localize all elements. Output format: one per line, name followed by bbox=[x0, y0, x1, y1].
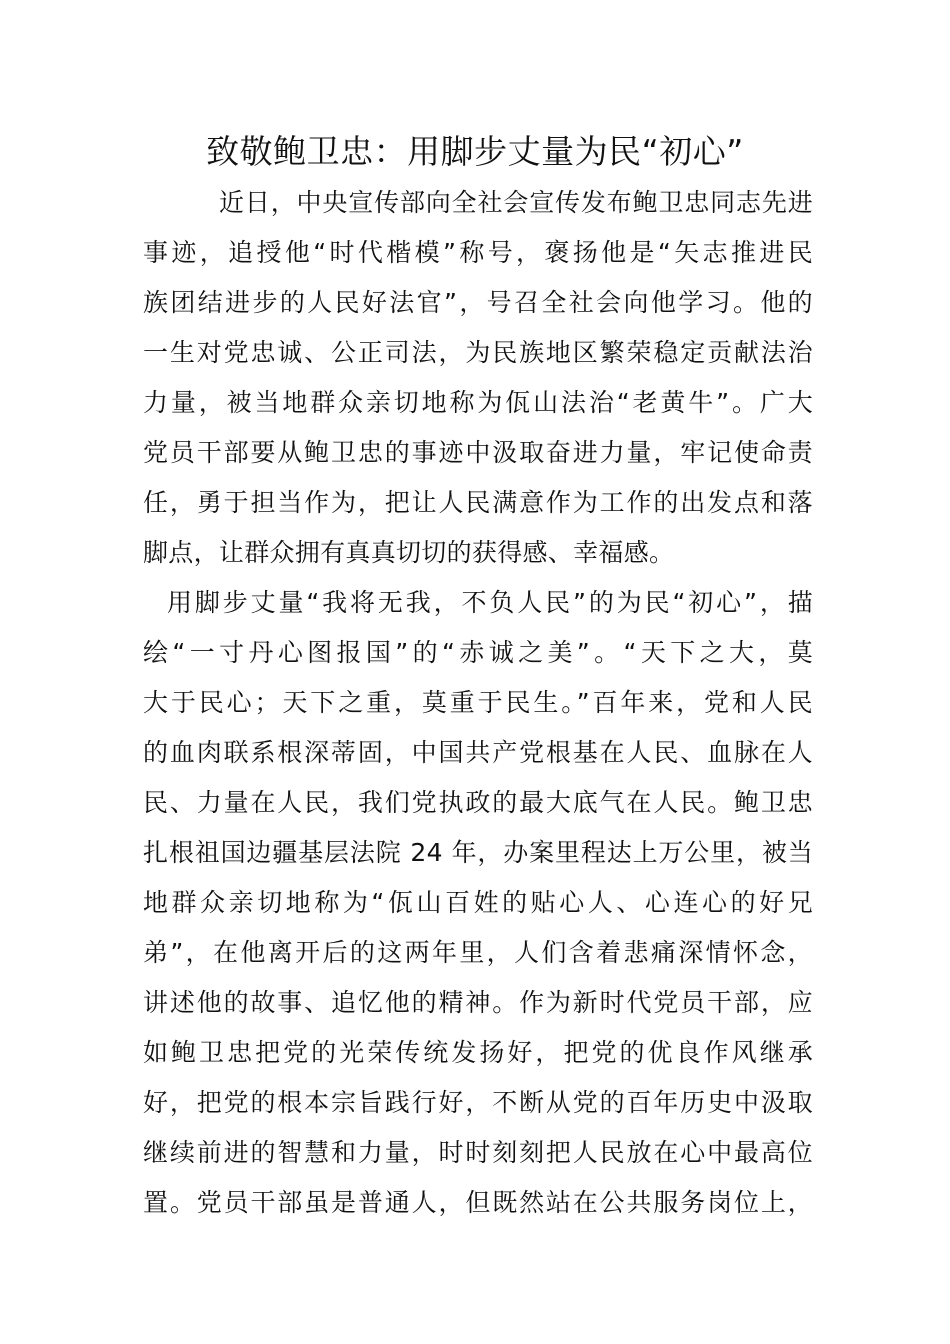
paragraph-1-line-6: 党员干部要从鲍卫忠的事迹中汲取奋进力量，牢记使命责 bbox=[143, 438, 813, 467]
paragraph-1-line-4: 一生对党忠诚、公正司法，为民族地区繁荣稳定贡献法治 bbox=[143, 338, 813, 367]
paragraph-2-line-3: 大于民心；天下之重，莫重于民生。”百年来，党和人民 bbox=[143, 688, 813, 717]
paragraph-2-line-4: 的血肉联系根深蒂固，中国共产党根基在人民、血脉在人 bbox=[143, 738, 813, 767]
paragraph-1-line-5: 力量，被当地群众亲切地称为佤山法治“老黄牛”。广大 bbox=[143, 388, 813, 417]
paragraph-1-line-3: 族团结进步的人民好法官”，号召全社会向他学习。他的 bbox=[143, 288, 813, 317]
paragraph-2-line-10: 如鲍卫忠把党的光荣传统发扬好，把党的优良作风继承 bbox=[143, 1038, 813, 1067]
paragraph-1-line-7: 任，勇于担当作为，把让人民满意作为工作的出发点和落 bbox=[143, 488, 813, 517]
paragraph-2-line-12: 继续前进的智慧和力量，时时刻刻把人民放在心中最高位 bbox=[143, 1138, 813, 1167]
paragraph-2-line-9: 讲述他的故事、追忆他的精神。作为新时代党员干部，应 bbox=[143, 988, 813, 1017]
paragraph-1-line-1: 近日，中央宣传部向全社会宣传发布鲍卫忠同志先进 bbox=[219, 188, 813, 217]
paragraph-2-line-2: 绘“一寸丹心图报国”的“赤诚之美”。“天下之大，莫 bbox=[143, 638, 813, 667]
paragraph-2-line-6: 扎根祖国边疆基层法院 24 年，办案里程达上万公里，被当 bbox=[143, 838, 813, 867]
paragraph-1-line-8: 脚点，让群众拥有真真切切的获得感、幸福感。 bbox=[143, 538, 675, 567]
paragraph-2-line-13: 置。党员干部虽是普通人，但既然站在公共服务岗位上， bbox=[143, 1188, 813, 1217]
paragraph-2-line-8: 弟”，在他离开后的这两年里，人们含着悲痛深情怀念， bbox=[143, 938, 813, 967]
paragraph-2-line-1: 用脚步丈量“我将无我，不负人民”的为民“初心”，描 bbox=[167, 588, 813, 617]
paragraph-1-line-2: 事迹，追授他“时代楷模”称号，褒扬他是“矢志推进民 bbox=[143, 238, 813, 267]
document-body bbox=[143, 178, 813, 1228]
document-title: 致敬鲍卫忠：用脚步丈量为民“初心” bbox=[206, 132, 744, 171]
paragraph-2-line-5: 民、力量在人民，我们党执政的最大底气在人民。鲍卫忠 bbox=[143, 788, 813, 817]
paragraph-2-line-11: 好，把党的根本宗旨践行好，不断从党的百年历史中汲取 bbox=[143, 1088, 813, 1117]
paragraph-2-line-7: 地群众亲切地称为“佤山百姓的贴心人、心连心的好兄 bbox=[143, 888, 813, 917]
